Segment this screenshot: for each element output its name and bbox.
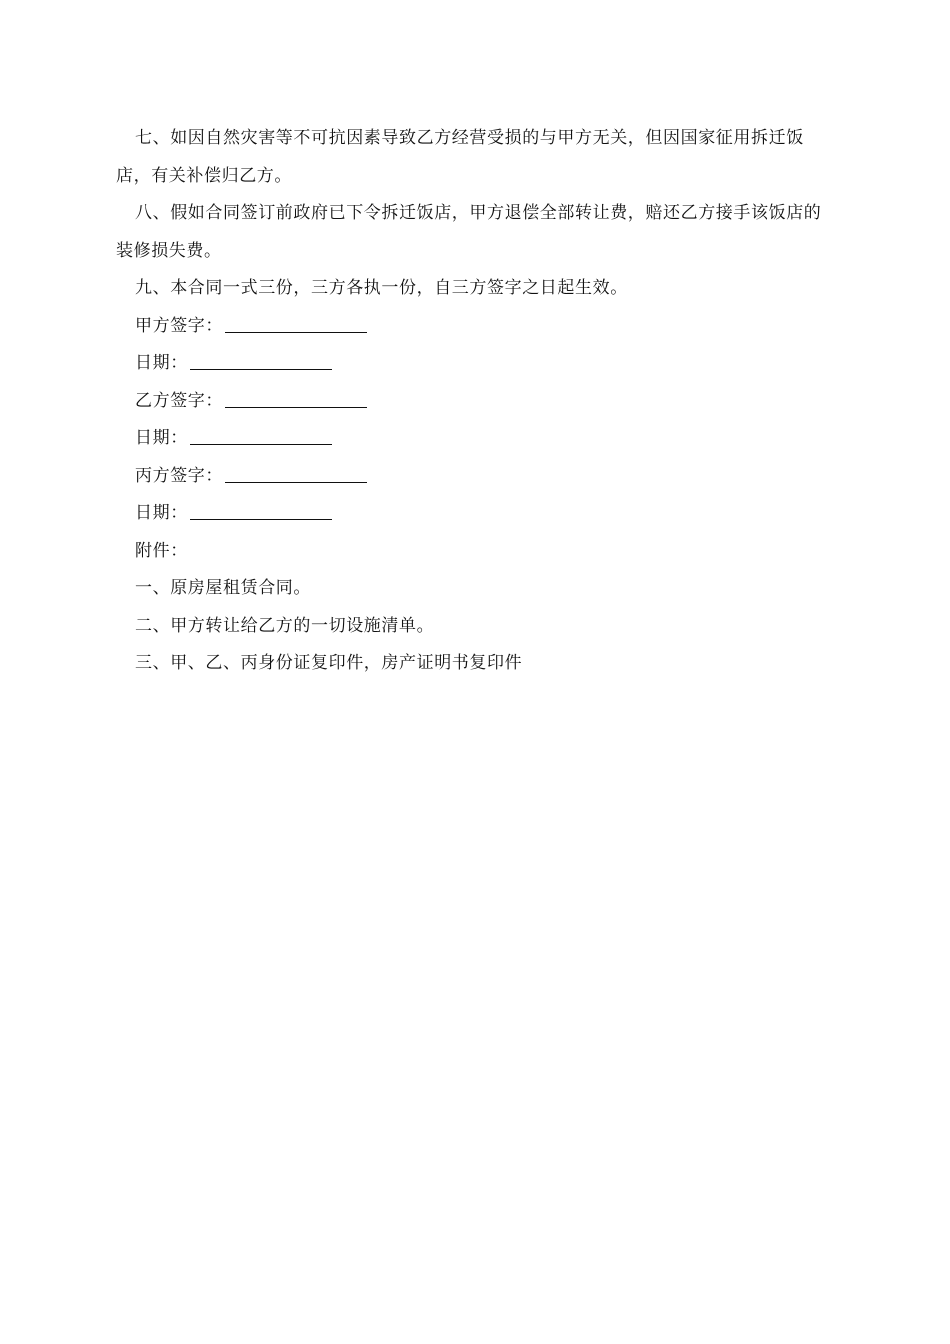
attachment-item: 三、甲、乙、丙身份证复印件，房产证明书复印件 <box>135 653 523 673</box>
party-c-signature-blank <box>225 481 367 483</box>
party-c-signature-line <box>116 458 836 496</box>
attachments-heading: 附件： <box>135 540 188 561</box>
attachment-item: 一、原房屋租赁合同。 <box>135 578 311 598</box>
party-a-date-label: 日期： <box>135 353 188 373</box>
attachment-item: 二、甲方转让给乙方的一切设施清单。 <box>135 615 435 636</box>
clause-nine: 九、本合同一式三份，三方各执一份，自三方签字之日起生效。 <box>135 278 628 298</box>
party-b-signature-blank <box>225 406 367 408</box>
party-c-signature-label: 丙方签字： <box>135 465 223 486</box>
party-a-date-line <box>116 345 836 383</box>
party-c-date-label: 日期： <box>135 503 188 523</box>
clause-seven: 七、如因自然灾害等不可抗因素导致乙方经营受损的与甲方无关，但因国家征用拆迁饭店，有关补偿归乙方。 <box>116 128 804 186</box>
document-body <box>116 120 836 683</box>
party-a-signature-line <box>116 308 836 346</box>
party-c-date-line <box>116 495 836 533</box>
party-c-date-blank <box>190 518 332 520</box>
party-a-signature-blank <box>225 331 367 333</box>
party-b-date-line <box>116 420 836 458</box>
party-b-date-label: 日期： <box>135 428 188 448</box>
party-b-signature-label: 乙方签字： <box>135 390 223 411</box>
party-b-signature-line <box>116 383 836 421</box>
party-b-date-blank <box>190 443 332 445</box>
clause-eight: 八、假如合同签订前政府已下令拆迁饭店，甲方退偿全部转让费，赔还乙方接手该饭店的装修损失费。 <box>116 203 822 261</box>
party-a-date-blank <box>190 368 332 370</box>
party-a-signature-label: 甲方签字： <box>135 315 223 336</box>
